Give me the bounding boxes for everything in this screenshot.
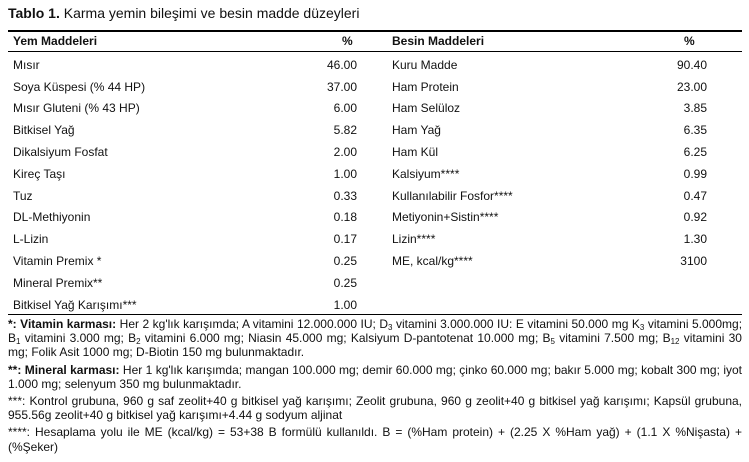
ingredient-row: [13, 250, 357, 272]
header-nutrient-percent: %: [684, 34, 695, 48]
nutrient-row: [392, 228, 707, 250]
ingredient-row: [13, 207, 357, 229]
footnote-mineral-label: **: Mineral karması:: [8, 362, 120, 377]
ingredient-value: 0.18: [333, 210, 357, 225]
nutrient-row: [392, 207, 707, 229]
ingredient-name: L-Lizin: [13, 232, 49, 247]
nutrient-name: ME, kcal/kg****: [392, 254, 473, 269]
nutrient-value: 90.40: [676, 57, 707, 72]
ingredient-value: 6.00: [333, 101, 357, 116]
nutrient-row: [392, 163, 707, 185]
header-feed-ingredients: Yem Maddeleri: [13, 34, 98, 48]
ingredient-name: Mısır Gluteni (% 43 HP): [13, 101, 140, 116]
ingredient-value: 1.00: [333, 166, 357, 181]
ingredient-value: 46.00: [326, 57, 357, 72]
footnote-vitamin-label: *: Vitamin karması:: [8, 317, 117, 331]
ingredient-row: [13, 119, 357, 141]
ingredient-name: Mineral Premix**: [13, 275, 103, 290]
nutrient-name: Ham Selüloz: [392, 101, 461, 116]
nutrient-name: Ham Yağ: [392, 123, 441, 138]
nutrient-value: 6.25: [683, 145, 707, 160]
ingredient-value: 0.25: [333, 254, 357, 269]
table-title-text: Karma yemin bileşimi ve besin madde düzeyleri: [63, 5, 360, 21]
nutrient-name: Metiyonin+Sistin****: [392, 210, 499, 225]
footnote-me-calculation: ****: Hesaplama yolu ile ME (kcal/kg) = 53+38 B formülü kullanıldı. B = (%Ham protein) + (2.25 X %Ham yağ) + (1.1 X %Nişasta) + (%Şeker): [8, 425, 742, 454]
nutrient-row: [392, 54, 707, 76]
nutrients-table: [392, 54, 707, 272]
nutrient-name: Kalsiyum****: [392, 166, 460, 181]
ingredient-name: Bitkisel Yağ Karışımı***: [13, 297, 137, 312]
ingredient-row: [13, 54, 357, 76]
nutrient-row: [392, 76, 707, 98]
header-rule: [8, 51, 742, 52]
ingredient-value: 37.00: [326, 79, 357, 94]
top-rule: [8, 30, 742, 32]
header-nutrients: Besin Maddeleri: [392, 34, 485, 48]
ingredient-row: [13, 228, 357, 250]
ingredient-value: 0.33: [333, 188, 357, 203]
ingredient-row: [13, 163, 357, 185]
footnote-oil-mix: ***: Kontrol grubuna, 960 g saf zeolit+40 g bitkisel yağ karışımı; Zeolit grubuna, 960 g zeolit+40 g bitkisel yağ karışımı; Kapsül grubuna, 955.56g zeolit+40 g bitkisel yağ karışımı+4.44 g sodyum aljinat: [8, 394, 742, 423]
nutrient-value: 1.30: [683, 232, 707, 247]
ingredient-value: 0.17: [333, 232, 357, 247]
nutrient-row: [392, 141, 707, 163]
footnote-vitamin-mix: *: Vitamin karması: Her 2 kg'lık karışımda; A vitamini 12.000.000 IU; $D_3$ vitamini 3.000.000 IU: E vitamini 50.000 mg $K_3$ vitamini 5.000mg; $B_1$ vitamini 3.000 mg; $B_2$ vitamini 6.000 mg; Niasin 45.000 mg; Kalsiyum D-pantotenat 10.000 mg; $B_5$ vitamini 7.500 mg; $B_{12}$ vitamini 30 mg; Folik Asit 1000 mg; D-Biotin 150 mg bulunmaktadır.: [8, 317, 743, 360]
nutrient-row: [392, 250, 707, 272]
nutrient-name: Ham Protein: [392, 79, 459, 94]
ingredient-value: 0.25: [333, 275, 357, 290]
ingredient-value: 2.00: [333, 145, 357, 160]
ingredient-name: Mısır: [13, 57, 40, 72]
ingredient-name: Tuz: [13, 188, 33, 203]
footnotes: [8, 317, 742, 457]
nutrient-row: [392, 98, 707, 120]
ingredient-name: Soya Küspesi (% 44 HP): [13, 79, 146, 94]
ingredient-row: [13, 76, 357, 98]
ingredient-name: Kireç Taşı: [13, 166, 66, 181]
nutrient-name: Ham Kül: [392, 145, 439, 160]
nutrient-value: 3.85: [683, 101, 707, 116]
ingredient-value: 5.82: [333, 123, 357, 138]
ingredient-name: Dikalsiyum Fosfat: [13, 145, 108, 160]
ingredient-row: [13, 294, 357, 316]
ingredient-name: DL-Methiyonin: [13, 210, 91, 225]
ingredient-row: [13, 141, 357, 163]
ingredient-row: [13, 98, 357, 120]
header-feed-percent: %: [342, 34, 353, 48]
nutrient-row: [392, 185, 707, 207]
nutrient-value: 0.92: [683, 210, 707, 225]
nutrient-value: 0.47: [683, 188, 707, 203]
table-bottom-rule: [8, 314, 742, 315]
nutrient-name: Kuru Madde: [392, 57, 458, 72]
nutrient-row: [392, 119, 707, 141]
nutrient-name: Kullanılabilir Fosfor****: [392, 188, 513, 203]
table-title: [8, 5, 359, 21]
nutrient-value: 23.00: [676, 79, 707, 94]
ingredient-row: [13, 272, 357, 294]
ingredient-value: 1.00: [333, 297, 357, 312]
nutrient-value: 3100: [680, 254, 707, 269]
table-title-label: Tablo 1.: [8, 5, 60, 21]
nutrient-name: Lizin****: [392, 232, 436, 247]
ingredient-name: Vitamin Premix *: [13, 254, 102, 269]
feed-ingredients-table: [13, 54, 357, 316]
footnote-mineral-mix: **: Mineral karması: Her 1 kg'lık karışımda; mangan 100.000 mg; demir 60.000 mg; çinko 60.000 mg; bakır 5.000 mg; kobalt 300 mg; iyot 1.000 mg; selenyum 350 mg bulunmaktadır.: [8, 362, 743, 391]
ingredient-row: [13, 185, 357, 207]
ingredient-name: Bitkisel Yağ: [13, 123, 75, 138]
nutrient-value: 0.99: [683, 166, 707, 181]
nutrient-value: 6.35: [683, 123, 707, 138]
